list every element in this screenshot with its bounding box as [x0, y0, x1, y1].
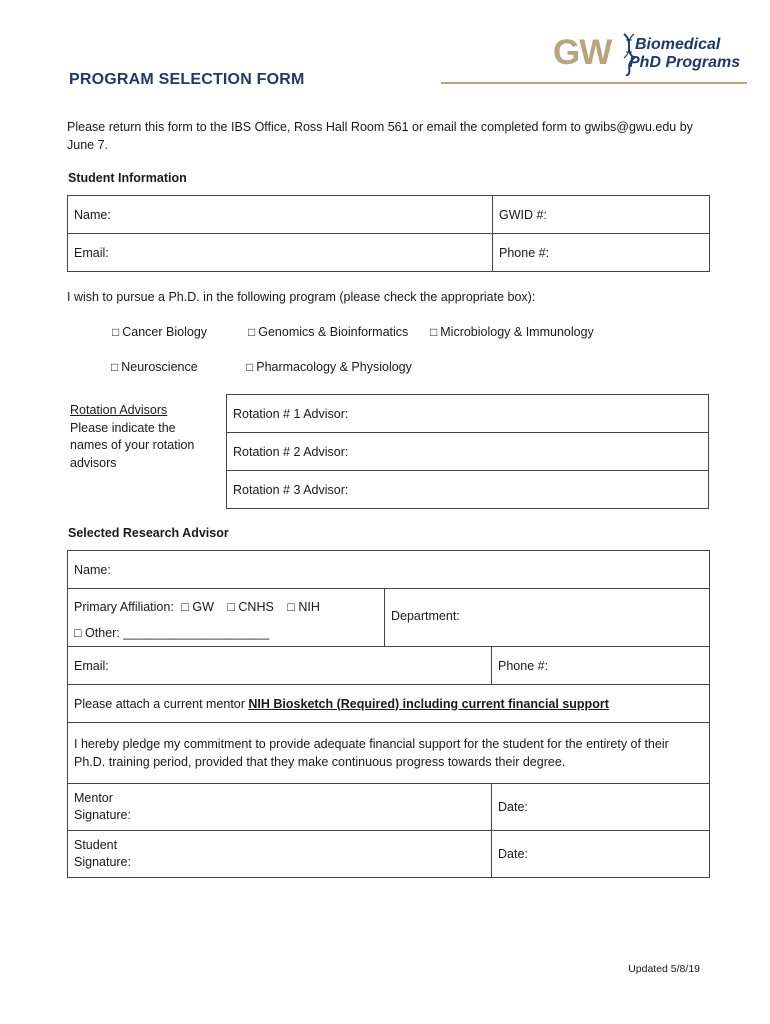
program-option-cancer-biology[interactable]: □ Cancer Biology: [112, 325, 208, 339]
affiliation-cnhs-option[interactable]: □ CNHS: [227, 600, 274, 614]
logo-line1: Biomedical: [635, 36, 721, 53]
primary-affiliation-cell: [68, 589, 385, 647]
program-option-microbiology[interactable]: □ Microbiology & Immunology: [430, 325, 594, 339]
mentor-date-field[interactable]: Date:: [492, 784, 710, 831]
student-phone-field[interactable]: Phone #:: [493, 234, 710, 272]
department-field[interactable]: Department:: [385, 589, 710, 647]
program-prompt: I wish to pursue a Ph.D. in the following program (please check the appropriate box):: [67, 290, 536, 304]
gwid-field[interactable]: GWID #:: [493, 196, 710, 234]
student-email-field[interactable]: Email:: [68, 234, 493, 272]
affiliation-other-option[interactable]: □ Other: _____________________: [74, 626, 270, 640]
intro-text: Please return this form to the IBS Office, Ross Hall Room 561 or email the completed form to gwibs@gwu.edu by June 7.: [67, 120, 693, 152]
biosketch-requirement: NIH Biosketch (Required) including current financial support: [248, 696, 609, 711]
logo-gw-text: GW: [553, 33, 612, 72]
program-option-pharmacology[interactable]: □ Pharmacology & Physiology: [246, 360, 412, 374]
student-date-field[interactable]: Date:: [492, 831, 710, 878]
affiliation-gw-option[interactable]: □ GW: [181, 600, 214, 614]
rotation-advisors-table: [226, 394, 709, 509]
student-signature-field[interactable]: Student Signature:: [68, 831, 492, 878]
advisor-name-field[interactable]: Name:: [68, 551, 710, 589]
program-option-neuroscience[interactable]: □ Neuroscience: [111, 360, 198, 374]
title-divider: [441, 82, 747, 84]
student-name-field[interactable]: Name:: [68, 196, 493, 234]
checkbox-icon[interactable]: □: [112, 325, 120, 339]
rotation-1-advisor-field[interactable]: Rotation # 1 Advisor:: [227, 395, 709, 433]
checkbox-icon[interactable]: □: [227, 600, 235, 614]
checkbox-icon[interactable]: □: [430, 325, 438, 339]
pledge-text: I hereby pledge my commitment to provide adequate financial support for the student for the entirety of their Ph.D. training period, provided that they make continuous progress towards their degree.: [68, 723, 710, 784]
student-info-table: [67, 195, 710, 272]
mentor-signature-field[interactable]: Mentor Signature:: [68, 784, 492, 831]
rotation-2-advisor-field[interactable]: Rotation # 2 Advisor:: [227, 433, 709, 471]
checkbox-icon[interactable]: □: [287, 600, 295, 614]
rotation-3-advisor-field[interactable]: Rotation # 3 Advisor:: [227, 471, 709, 509]
updated-date: Updated 5/8/19: [628, 963, 700, 975]
checkbox-icon[interactable]: □: [181, 600, 189, 614]
research-advisor-table: [67, 550, 710, 878]
checkbox-icon[interactable]: □: [248, 325, 256, 339]
rotation-advisors-label: [70, 402, 215, 472]
page-title: PROGRAM SELECTION FORM: [69, 71, 305, 88]
rotation-advisors-heading: Rotation Advisors: [70, 403, 168, 417]
primary-affiliation-label: Primary Affiliation:: [74, 600, 174, 614]
advisor-email-field[interactable]: Email:: [68, 647, 492, 685]
advisor-phone-field[interactable]: Phone #:: [492, 647, 710, 685]
gw-logo: [553, 31, 753, 79]
affiliation-nih-option[interactable]: □ NIH: [287, 600, 320, 614]
research-advisor-heading: Selected Research Advisor: [68, 526, 229, 540]
student-info-heading: Student Information: [68, 171, 187, 185]
biosketch-instruction: Please attach a current mentor NIH Biosketch (Required) including current financial support: [68, 685, 710, 723]
checkbox-icon[interactable]: □: [246, 360, 254, 374]
logo-line2: PhD Programs: [629, 54, 741, 71]
checkbox-icon[interactable]: □: [111, 360, 119, 374]
checkbox-icon[interactable]: □: [74, 626, 82, 640]
program-option-genomics[interactable]: □ Genomics & Bioinformatics: [248, 325, 409, 339]
rotation-instructions: Please indicate the names of your rotation advisors: [70, 420, 195, 470]
